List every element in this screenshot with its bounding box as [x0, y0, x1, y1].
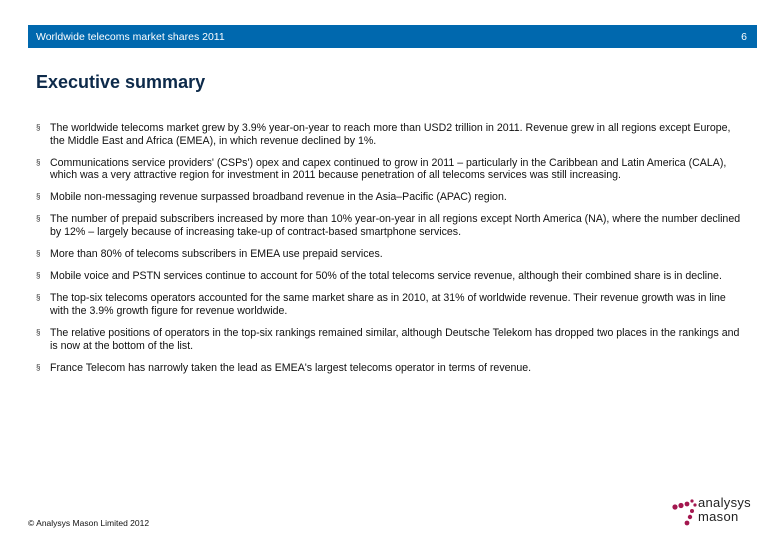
page-number: 6: [741, 31, 747, 43]
bullet-marker: §: [36, 362, 41, 372]
bullet-marker: §: [36, 123, 41, 132]
bullet-marker: §: [36, 192, 41, 202]
bullet-marker: §: [36, 157, 41, 167]
page-title: Executive summary: [36, 72, 206, 92]
bullet-text: France Telecom has narrowly taken the lead as EMEA's largest telecoms operator in terms of revenue.: [50, 361, 532, 374]
bullet-item: [36, 362, 742, 375]
summary-bullet-list: [36, 122, 742, 384]
copyright-footer: © Analysys Mason Limited 2012: [28, 518, 150, 528]
bullet-text: Mobile non-messaging revenue surpassed broadband revenue in the Asia–Pacific (APAC) region.: [50, 191, 507, 204]
analysys-mason-logo: [670, 495, 765, 531]
bullet-marker: §: [36, 214, 41, 224]
bullet-marker: §: [36, 328, 41, 338]
bullet-item: [36, 327, 742, 352]
logo-line-1: analysys: [698, 495, 751, 510]
bullet-marker: §: [36, 293, 41, 303]
bullet-item: [36, 270, 742, 283]
bullet-text: Mobile voice and PSTN services continue to account for 50% of the total telecoms service revenue, although their combined share is in decline.: [50, 270, 722, 283]
bullet-item: [36, 248, 742, 261]
bullet-item: [36, 157, 742, 182]
bullet-text: Communications service providers' (CSPs') opex and capex continued to grow in 2011 – particularly in the Caribbean and Latin America (CALA), which was a very attractive region for investment in 2011 because penetration of all telecoms services was still increasing.: [50, 156, 727, 182]
bullet-text: The worldwide telecoms market grew by 3.9% year-on-year to reach more than USD2 trillion in 2011. Revenue grew in all regions except Europe, the Middle East and Africa (EMEA), in which revenue declined by 1%.: [50, 122, 731, 147]
bullet-item: [36, 191, 742, 204]
bullet-text: The number of prepaid subscribers increased by more than 10% year-on-year in all regions except North America (NA), where the number declined by 12% – largely because of increasing take-up of contract-based smartphone services.: [50, 213, 741, 239]
bullet-marker: §: [36, 271, 41, 281]
bullet-item: [36, 122, 742, 147]
bullet-marker: §: [36, 249, 41, 259]
bullet-item: [36, 213, 742, 238]
bullet-item: [36, 292, 742, 317]
logo-dots-icon: [670, 495, 698, 531]
header-title: Worldwide telecoms market shares 2011: [36, 31, 225, 43]
bullet-text: The relative positions of operators in the top-six rankings remained similar, although Deutsche Telekom has dropped two places in the rankings and is now at the bottom of the list.: [50, 327, 740, 352]
logo-line-2: mason: [698, 509, 739, 524]
bullet-text: The top-six telecoms operators accounted for the same market share as in 2010, at 31% of worldwide revenue. Their revenue growth was in line with the 3.9% growth figure for revenue worldwide.: [50, 292, 726, 317]
bullet-text: More than 80% of telecoms subscribers in EMEA use prepaid services.: [50, 248, 383, 261]
header-banner: [28, 25, 757, 48]
